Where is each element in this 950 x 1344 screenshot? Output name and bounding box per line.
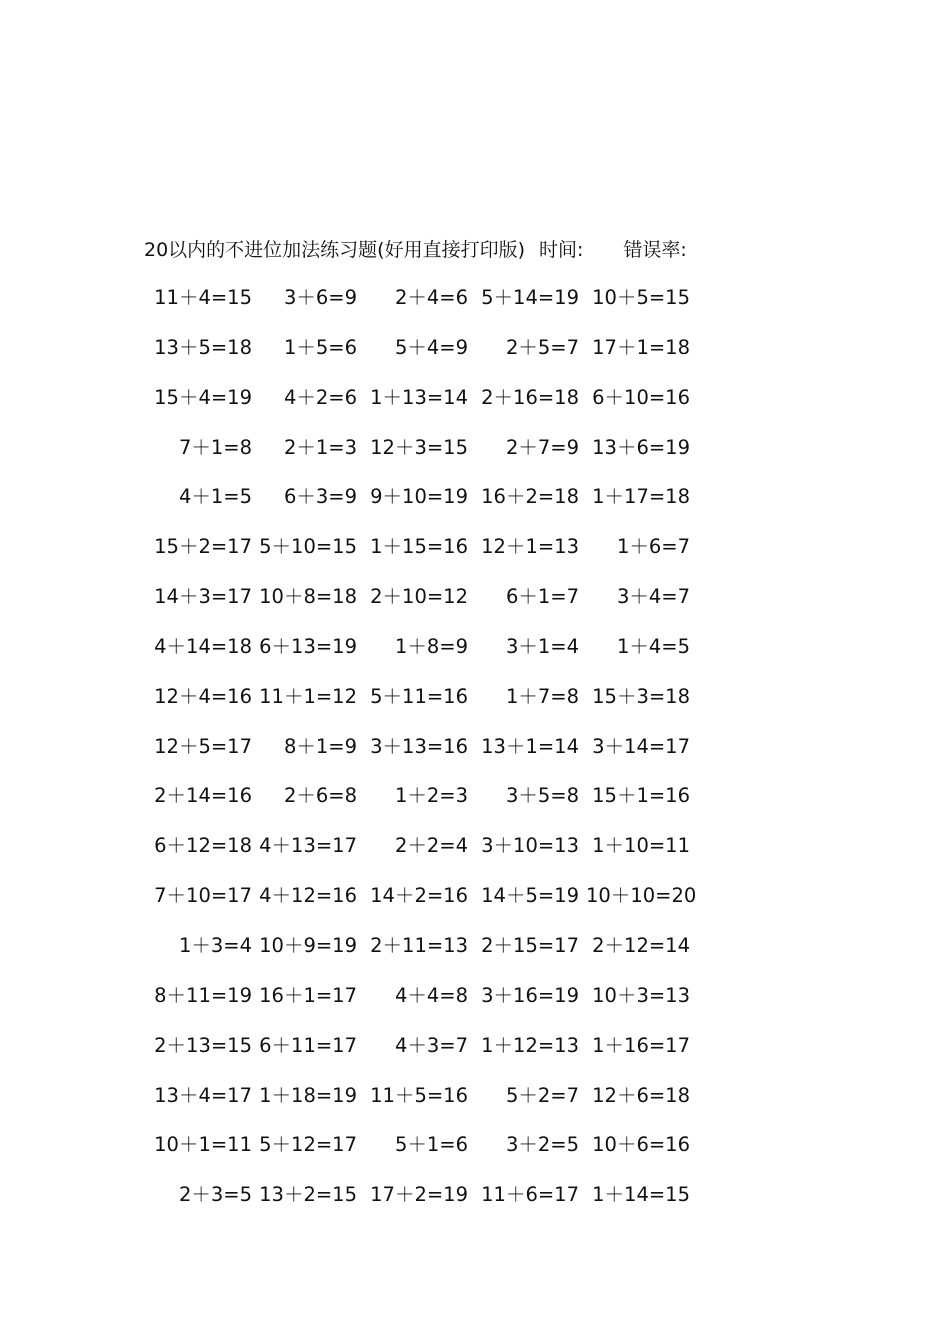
addition-problem: 2＋16=18 [481,385,579,409]
addition-problem: 15＋3=18 [592,684,690,708]
addition-problem: 1＋3=4 [178,933,252,957]
addition-problem: 2＋13=15 [154,1033,252,1057]
problem-row [148,782,748,832]
addition-problem: 3＋1=4 [505,634,579,658]
problem-row [148,683,748,733]
addition-problem: 12＋6=18 [592,1083,690,1107]
addition-problem: 15＋4=19 [154,385,252,409]
addition-problem: 3＋10=13 [481,834,579,858]
addition-problem: 5＋10=15 [259,535,357,559]
addition-problem: 13＋1=14 [481,734,579,758]
addition-problem: 4＋3=7 [394,1033,468,1057]
addition-problem: 5＋11=16 [370,684,468,708]
addition-problem: 1＋7=8 [505,684,579,708]
problem-row [148,1032,748,1082]
addition-problem: 6＋12=18 [154,834,252,858]
addition-problem: 1＋8=9 [394,634,468,658]
addition-problem: 3＋13=16 [370,734,468,758]
addition-problem: 12＋4=16 [154,684,252,708]
addition-problem: 1＋14=15 [592,1183,690,1207]
addition-problem: 1＋6=7 [616,535,690,559]
addition-problem: 3＋4=7 [616,585,690,609]
problem-row [148,1131,748,1181]
addition-problem: 10＋1=11 [154,1133,252,1157]
addition-problem: 12＋1=13 [481,535,579,559]
addition-problem: 2＋3=5 [178,1183,252,1207]
problem-row [148,932,748,982]
addition-problem: 1＋12=13 [481,1033,579,1057]
addition-problem: 6＋11=17 [259,1033,357,1057]
addition-problem: 10＋5=15 [592,286,690,309]
addition-problem: 4＋4=8 [394,983,468,1007]
addition-problem: 5＋1=6 [394,1133,468,1157]
addition-problem: 1＋10=11 [592,834,690,858]
addition-problem: 2＋5=7 [505,335,579,359]
addition-problem: 5＋14=19 [481,286,579,309]
problem-row [148,384,748,434]
addition-problem: 10＋9=19 [259,933,357,957]
addition-problem: 3＋5=8 [505,784,579,808]
addition-problem: 15＋1=16 [592,784,690,808]
worksheet-header [144,236,687,264]
addition-problem: 5＋2=7 [505,1083,579,1107]
addition-problem: 3＋6=9 [283,286,357,309]
addition-problem: 17＋2=19 [370,1183,468,1207]
problem-grid [148,284,748,1231]
addition-problem: 6＋1=7 [505,585,579,609]
addition-problem: 10＋6=16 [592,1133,690,1157]
addition-problem: 14＋2=16 [370,884,468,908]
addition-problem: 2＋11=13 [370,933,468,957]
addition-problem: 1＋17=18 [592,485,690,509]
addition-problem: 3＋2=5 [505,1133,579,1157]
addition-problem: 4＋12=16 [259,884,357,908]
addition-problem: 8＋11=19 [154,983,252,1007]
addition-problem: 4＋13=17 [259,834,357,858]
addition-problem: 2＋12=14 [592,933,690,957]
addition-problem: 2＋4=6 [394,286,468,309]
time-label: 时间: [539,239,584,261]
problem-row [148,882,748,932]
addition-problem: 10＋8=18 [259,585,357,609]
problem-row [148,533,748,583]
addition-problem: 4＋14=18 [154,634,252,658]
problem-row [148,334,748,384]
addition-problem: 13＋6=19 [592,435,690,459]
addition-problem: 11＋5=16 [370,1083,468,1107]
addition-problem: 1＋18=19 [259,1083,357,1107]
problem-row [148,1181,748,1231]
addition-problem: 1＋16=17 [592,1033,690,1057]
problem-row [148,284,748,334]
addition-problem: 2＋2=4 [394,834,468,858]
addition-problem: 3＋14=17 [592,734,690,758]
addition-problem: 8＋1=9 [283,734,357,758]
addition-problem: 2＋1=3 [283,435,357,459]
addition-problem: 2＋14=16 [154,784,252,808]
addition-problem: 2＋15=17 [481,933,579,957]
addition-problem: 11＋4=15 [154,286,252,309]
problem-row [148,832,748,882]
addition-problem: 12＋5=17 [154,734,252,758]
addition-problem: 16＋2=18 [481,485,579,509]
problem-row [148,483,748,533]
addition-problem: 12＋3=15 [370,435,468,459]
addition-problem: 13＋4=17 [154,1083,252,1107]
addition-problem: 2＋7=9 [505,435,579,459]
addition-problem: 5＋12=17 [259,1133,357,1157]
addition-problem: 13＋2=15 [259,1183,357,1207]
worksheet-title: 20以内的不进位加法练习题(好用直接打印版) [144,239,526,261]
addition-problem: 1＋13=14 [370,385,468,409]
addition-problem: 7＋10=17 [154,884,252,908]
addition-problem: 5＋4=9 [394,335,468,359]
addition-problem: 10＋3=13 [592,983,690,1007]
addition-problem: 3＋16=19 [481,983,579,1007]
addition-problem: 4＋1=5 [178,485,252,509]
addition-problem: 11＋6=17 [481,1183,579,1207]
addition-problem: 2＋6=8 [283,784,357,808]
addition-problem: 1＋15=16 [370,535,468,559]
addition-problem: 2＋10=12 [370,585,468,609]
addition-problem: 15＋2=17 [154,535,252,559]
addition-problem: 14＋3=17 [154,585,252,609]
problem-row [148,434,748,484]
addition-problem: 7＋1=8 [178,435,252,459]
addition-problem: 6＋13=19 [259,634,357,658]
error-rate-label: 错误率: [623,239,687,261]
addition-problem: 16＋1=17 [259,983,357,1007]
addition-problem: 14＋5=19 [481,884,579,908]
addition-problem: 1＋4=5 [616,634,690,658]
addition-problem: 11＋1=12 [259,684,357,708]
addition-problem: 1＋2=3 [394,784,468,808]
problem-row [148,982,748,1032]
problem-row [148,633,748,683]
problem-row [148,1082,748,1132]
addition-problem: 10＋10=20 [586,884,697,908]
addition-problem: 9＋10=19 [370,485,468,509]
addition-problem: 4＋2=6 [283,385,357,409]
problem-row [148,583,748,633]
addition-problem: 1＋5=6 [283,335,357,359]
addition-problem: 6＋3=9 [283,485,357,509]
addition-problem: 17＋1=18 [592,335,690,359]
problem-row [148,733,748,783]
addition-problem: 13＋5=18 [154,335,252,359]
addition-problem: 6＋10=16 [592,385,690,409]
